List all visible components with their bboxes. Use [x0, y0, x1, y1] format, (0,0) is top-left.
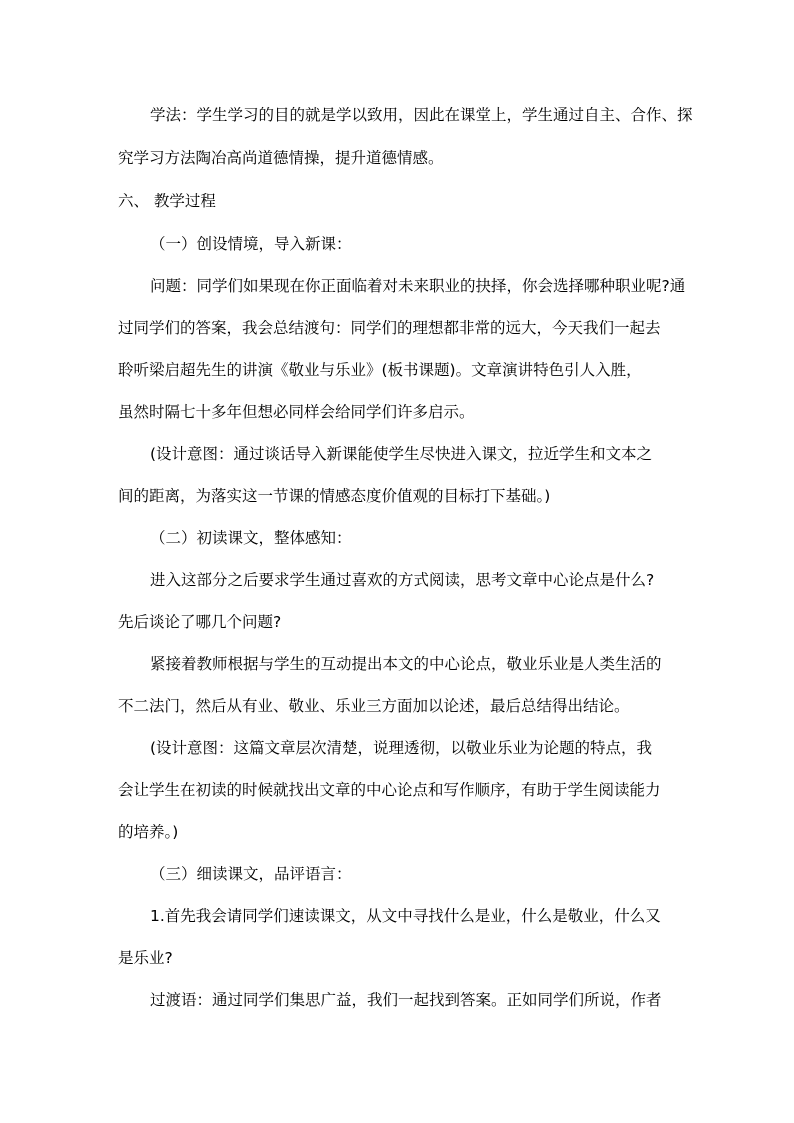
step-1-heading: （一）创设情境，导入新课：: [150, 235, 352, 253]
step-2-intent-line-2: 会让学生在初读的时候就找出文章的中心论点和写作顺序，有助于学生阅读能力: [118, 781, 661, 799]
study-method-line-1: 学法：学生学习的目的就是学以致用，因此在课堂上，学生通过自主、合作、探: [150, 106, 693, 124]
step-3-item-1-line-1: 1.首先我会请同学们速读课文，从文中寻找什么是业，什么是敬业，什么又: [150, 907, 661, 925]
step-1-question-line-4: 虽然时隔七十多年但想必同样会给同学们许多启示。: [118, 403, 475, 421]
step-1-intent-line-1: (设计意图：通过谈话导入新课能使学生尽快进入课文，拉近学生和文本之: [150, 445, 653, 463]
step-2-reading-line-1: 进入这部分之后要求学生通过喜欢的方式阅读，思考文章中心论点是什么?: [150, 571, 655, 589]
step-1-question-line-3: 聆听梁启超先生的讲演《敬业与乐业》(板书课题)。文章演讲特色引人入胜，: [118, 361, 642, 379]
step-3-heading: （三）细读课文，品评语言：: [150, 865, 352, 883]
step-2-intent-line-1: (设计意图：这篇文章层次清楚，说理透彻，以敬业乐业为论题的特点，我: [150, 739, 653, 757]
step-2-teacher-line-1: 紧接着教师根据与学生的互动提出本文的中心论点，敬业乐业是人类生活的: [150, 655, 662, 673]
step-3-transition-line-1: 过渡语：通过同学们集思广益，我们一起找到答案。正如同学们所说，作者: [150, 991, 662, 1009]
step-2-intent-line-3: 的培养。): [118, 823, 179, 841]
step-2-teacher-line-2: 不二法门，然后从有业、敬业、乐业三方面加以论述，最后总结得出结论。: [118, 697, 630, 715]
step-2-reading-line-2: 先后谈论了哪几个问题?: [118, 613, 282, 631]
step-1-intent-line-2: 间的距离，为落实这一节课的情感态度价值观的目标打下基础。): [118, 487, 551, 505]
step-1-question-line-1: 问题：同学们如果现在你正面临着对未来职业的抉择，你会选择哪种职业呢?通: [150, 277, 686, 295]
section-6-heading: 六、 教学过程: [118, 192, 216, 210]
study-method-line-2: 究学习方法陶冶高尚道德情操，提升道德情感。: [118, 149, 444, 167]
step-1-question-line-2: 过同学们的答案，我会总结渡句：同学们的理想都非常的远大，今天我们一起去: [118, 319, 661, 337]
step-3-item-1-line-2: 是乐业?: [118, 949, 173, 967]
step-2-heading: （二）初读课文，整体感知：: [150, 529, 352, 547]
